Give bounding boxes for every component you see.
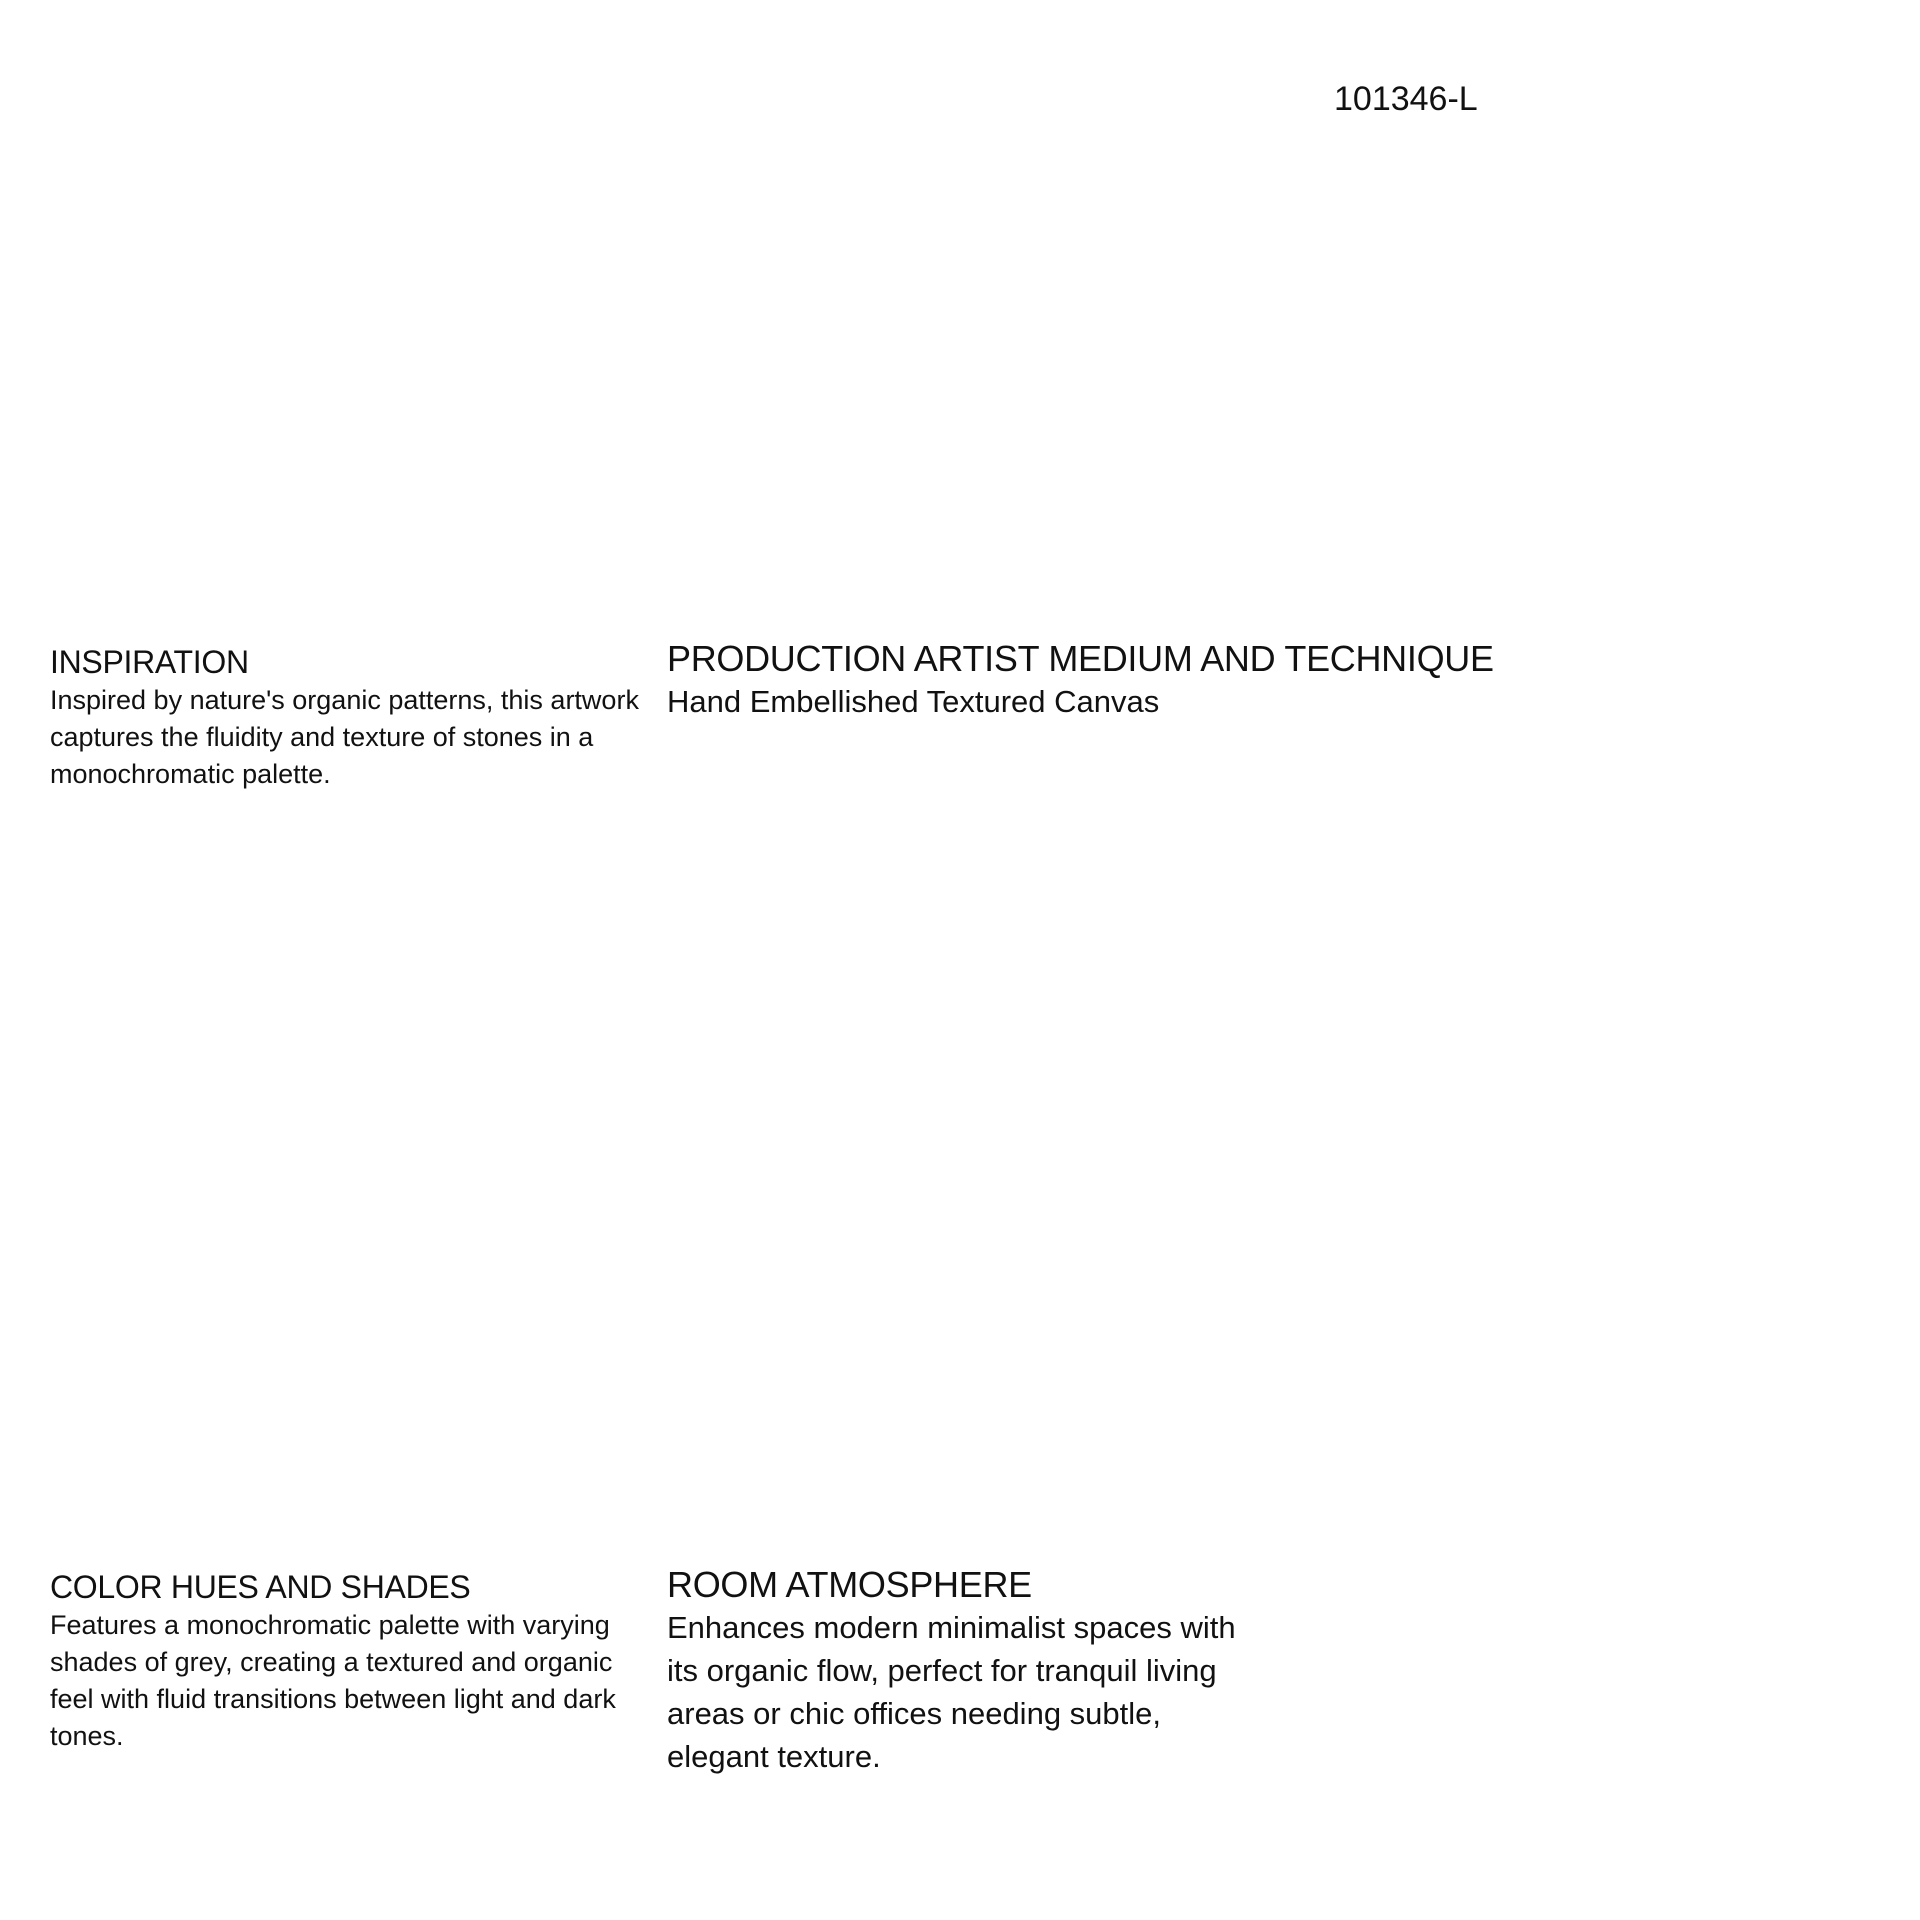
production-text: Hand Embellished Textured Canvas — [667, 684, 1160, 719]
product-code: 101346-L — [1334, 80, 1478, 118]
inspiration-text: Inspired by nature's organic patterns, this artwork captures the fluidity and texture of stones in a monochromatic palette. — [50, 685, 639, 789]
room-atmosphere-text: Enhances modern minimalist spaces with its organic flow, perfect for tranquil living areas or chic offices needing subtle, elegant texture. — [667, 1610, 1236, 1774]
production-section — [667, 638, 1567, 723]
inspiration-section — [50, 642, 640, 793]
room-atmosphere-section — [667, 1564, 1267, 1778]
color-section — [50, 1567, 650, 1755]
color-text: Features a monochromatic palette with varying shades of grey, creating a textured and organic feel with fluid transitions between light and dark tones. — [50, 1610, 616, 1751]
color-heading: COLOR HUES AND SHADES — [50, 1569, 471, 1605]
inspiration-heading: INSPIRATION — [50, 644, 249, 680]
production-heading: PRODUCTION ARTIST MEDIUM AND TECHNIQUE — [667, 638, 1494, 679]
room-atmosphere-heading: ROOM ATMOSPHERE — [667, 1564, 1032, 1605]
